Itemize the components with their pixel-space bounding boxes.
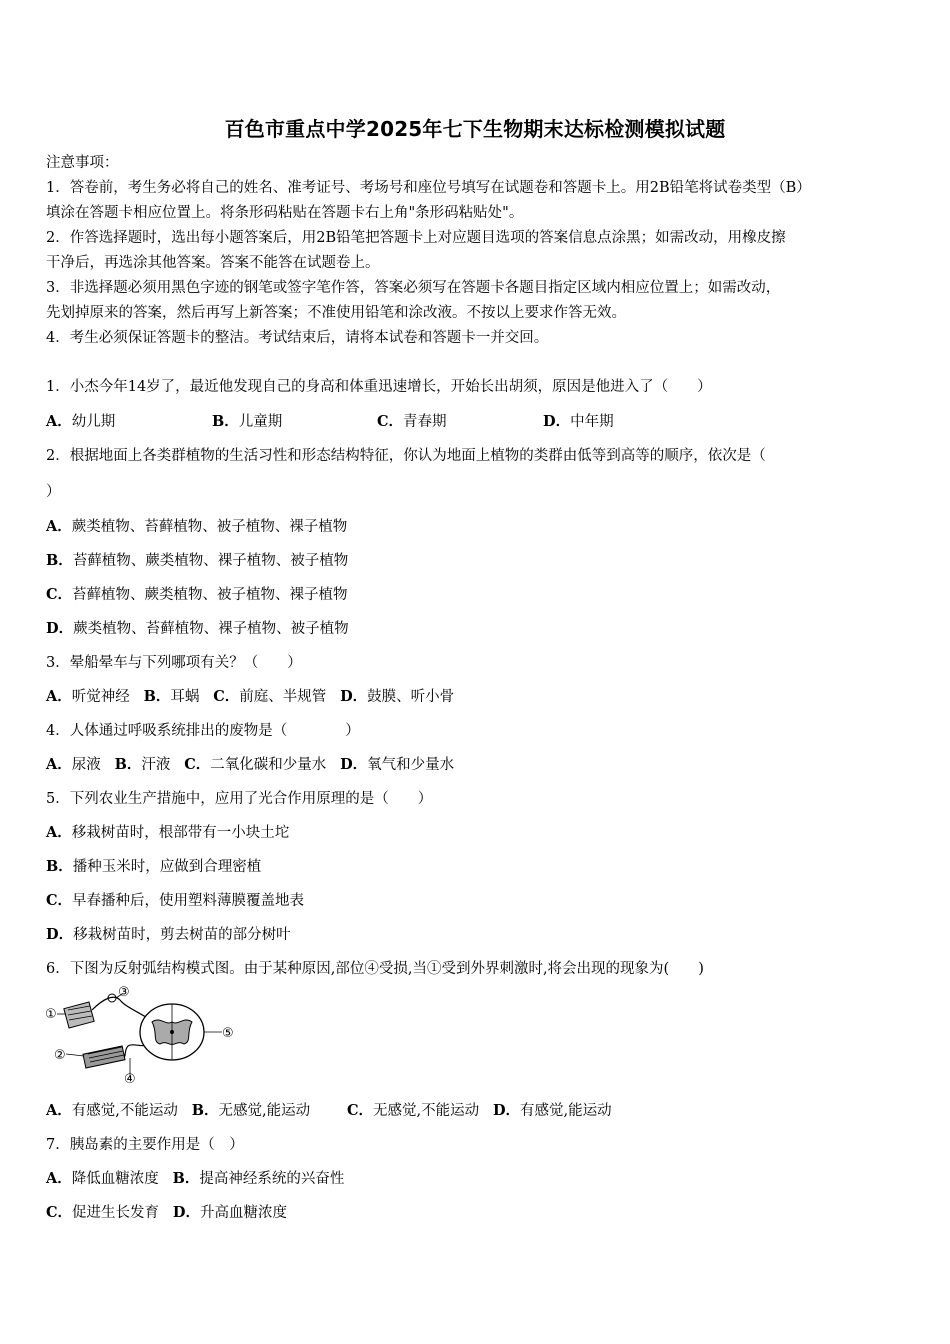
question-5-stem: 5．下列农业生产措施中，应用了光合作用原理的是（ ） [46,791,433,807]
option-d: D．氧气和少量水 [340,756,455,773]
option-d: D．有感觉,能运动 [492,1102,612,1119]
figure-label-5: ⑤ [222,1026,234,1041]
option-c: C．前庭、半规管 [213,688,327,705]
option-d: D．升高血糖浓度 [172,1204,287,1221]
option-c: C．二氧化碳和少量水 [184,756,327,773]
question-2-option-a: A．蕨类植物、苔藓植物、被子植物、裸子植物 [46,518,348,535]
notice-line: 2．作答选择题时，选出每小题答案后，用2B铅笔把答题卡上对应题目选项的答案信息点涂黑；如需改动，用橡皮擦 [46,230,786,246]
notice-section [46,151,906,351]
question-7-options-cd [46,1201,287,1222]
question-2-option-c: C．苔藓植物、蕨类植物、被子植物、裸子植物 [46,586,348,603]
option-a: A．尿液 [46,756,101,773]
question-3-options [46,685,454,706]
question-5-option-c: C．早春播种后，使用塑料薄膜覆盖地表 [46,892,305,909]
question-7-options-ab [46,1167,344,1188]
question-2-option-d: D．蕨类植物、苔藓植物、裸子植物、被子植物 [46,620,349,637]
reflex-arc-diagram [44,986,244,1086]
notice-line: 先划掉原来的答案，然后再写上新答案；不准使用铅笔和涂改液。不按以上要求作答无效。 [46,305,626,321]
notice-heading: 注意事项： [46,155,119,171]
notice-line: 4．考生必须保证答题卡的整洁。考试结束后，请将本试卷和答题卡一并交回。 [46,330,549,346]
spinal-cord [140,1004,204,1060]
notice-line: 填涂在答题卡相应位置上。将条形码粘贴在答题卡右上角"条形码粘贴处"。 [46,205,524,221]
question-1-stem: 1．小杰今年14岁了，最近他发现自己的身高和体重迅速增长，开始长出胡须，原因是他进入了（ ） [46,379,712,395]
page-title: 百色市重点中学2025年七下生物期末达标检测模拟试题 [224,117,726,141]
notice-line: 3．非选择题必须用黑色字迹的钢笔或签字笔作答，答案必须写在答题卡各题目指定区域内相应位置上；如需改动， [46,280,781,296]
option-d: D．中年期 [543,413,614,430]
effector-muscle [83,1046,125,1068]
option-a: A．降低血糖浓度 [46,1170,159,1187]
question-2-stem-cont: ） [46,484,61,500]
question-2-stem: 2．根据地面上各类群植物的生活习性和形态结构特征，你认为地面上植物的类群由低等到高等的顺序，依次是（ [46,448,766,464]
option-d: D．鼓膜、听小骨 [340,688,455,705]
option-c: C．无感觉,不能运动 [346,1102,480,1119]
question-7-stem: 7．胰岛素的主要作用是（ ） [46,1137,244,1153]
figure-label-2: ② [54,1048,66,1063]
notice-line: 1．答卷前，考生务必将自己的姓名、准考证号、考场号和座位号填写在试题卷和答题卡上。用2B铅笔将试卷类型（B） [46,180,811,196]
figure-label-3: ③ [118,986,130,1000]
figure-label-1: ① [45,1007,57,1022]
option-b: B．提高神经系统的兴奋性 [172,1170,345,1187]
option-c: C．青春期 [377,413,447,430]
question-6-options [46,1099,612,1120]
receptor-skin [64,1002,94,1028]
option-a: A．听觉神经 [46,688,130,705]
question-6-stem: 6．下图为反射弧结构模式图。由于某种原因,部位④受损,当①受到外界刺激时,将会出现的现象为( ) [46,961,704,977]
option-b: B．儿童期 [212,413,283,430]
question-3-stem: 3．晕船晕车与下列哪项有关？（ ） [46,655,302,671]
option-b: B．无感觉,能运动 [191,1102,311,1119]
option-a: A．幼儿期 [46,413,116,430]
question-4-options [46,753,454,774]
option-b: B．汗液 [114,756,171,773]
option-a: A．有感觉,不能运动 [46,1102,178,1119]
option-c: C．促进生长发育 [46,1204,160,1221]
figure-label-4: ④ [124,1072,136,1086]
option-b: B．耳蜗 [143,688,200,705]
question-4-stem: 4．人体通过呼吸系统排出的废物是（ ） [46,723,360,739]
question-5-option-a: A．移栽树苗时，根部带有一小块土坨 [46,824,290,841]
question-2-option-b: B．苔藓植物、蕨类植物、裸子植物、被子植物 [46,552,349,569]
notice-line: 干净后，再选涂其他答案。答案不能答在试题卷上。 [46,255,380,271]
question-5-option-d: D．移栽树苗时，剪去树苗的部分树叶 [46,926,291,943]
question-5-option-b: B．播种玉米时，应做到合理密植 [46,858,262,875]
